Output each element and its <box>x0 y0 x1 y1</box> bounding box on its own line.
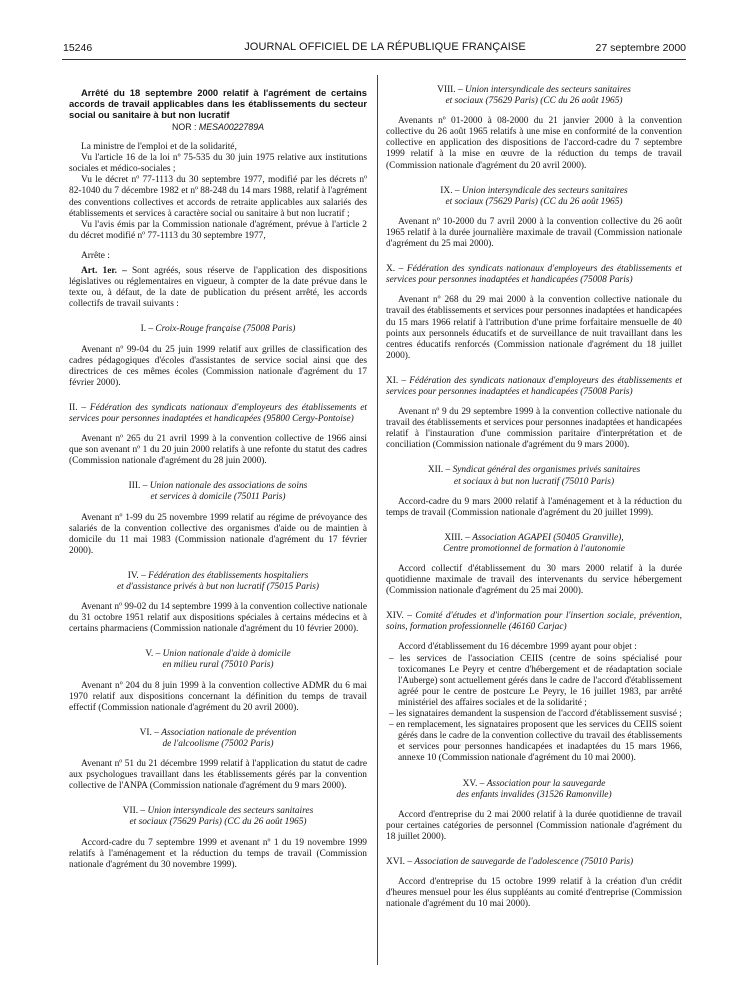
right-column <box>386 85 682 910</box>
section-organisation: Comité d'études et d'information pour l'insertion sociale, prévention, soins, formation professionnelle (46160 Carjac) <box>386 611 682 633</box>
section-heading <box>69 571 367 593</box>
section-number: X. – <box>386 264 404 275</box>
section-organisation: Fédération des syndicats nationaux d'employeurs des établissements et services pour personnes inadaptées et handicapées (95800 Cergy-Pontoise) <box>69 402 367 424</box>
section-organisation: Union intersyndicale des secteurs sanitaires <box>461 185 628 196</box>
section-heading <box>386 779 682 801</box>
decree-title: Arrêté du 18 septembre 2000 relatif à l'agrément de certains accords de travail applicables dans les établissements du secteur social ou sanitaire à but non lucratif <box>69 87 367 120</box>
section-organisation: Croix-Rouge française (75008 Paris) <box>155 324 296 335</box>
section-body: Avenant nº 10-2000 du 7 avril 2000 à la convention collective du 26 août 1965 relatif à la durée journalière maximale de travail (Commission nationale d'agrément du 25 mai 2000). <box>386 216 682 250</box>
section-number: XIV. – <box>386 611 412 622</box>
section-organisation: et d'assistance privés à but non lucratif (75015 Paris) <box>117 582 319 592</box>
section-organisation: Fédération des syndicats nationaux d'employeurs des établissements et services pour personnes inadaptées et handicapées (75008 Paris) <box>386 264 682 286</box>
left-sections <box>69 310 367 870</box>
section-number: VII. – <box>122 806 146 817</box>
page-header <box>0 0 748 64</box>
section-organisation: Association AGAPEI (50405 Granville), <box>472 532 624 543</box>
section-number: XI. – <box>386 375 407 386</box>
section-organisation: Centre promotionnel de formation à l'autonomie <box>443 543 625 554</box>
section-number: IX. – <box>440 185 460 196</box>
page-number: 15246 <box>63 42 93 54</box>
dash-item-text: les services de l'association CEIIS (centre de soins spécialisé pour toxicomanes Le Peyry et centre d'hébergement et de réadaptation sociale l'Auberge) sont actuellement gérés dans le cadre de l'accord d'établissement agréé pour le centre de postcure Le Peyry, le 16 juillet 1983, par arrêté ministériel des affaires sociales et de la solidarité ; <box>398 653 682 708</box>
section-heading <box>386 85 682 107</box>
section-organisation: Syndicat général des organismes privés sanitaires <box>452 465 641 476</box>
minister-line: La ministre de l'emploi et de la solidarité, <box>81 142 237 153</box>
section-body: Avenants nº 01-2000 à 08-2000 du 21 janvier 2000 à la convention collective du 26 août 1965 relatifs à une mise en conformité de la convention collective en application des dispositions de l'accord-cadre du 7 septembre 1999 relatif à la mise en œuvre de la réduction du temps de travail (Commission nationale d'agrément du 20 avril 2000). <box>386 116 682 171</box>
section-number: XVI. – <box>386 856 413 867</box>
section-heading <box>69 649 367 671</box>
section-organisation: Union nationale des associations de soins <box>149 481 308 492</box>
article-1-text: Sont agréés, sous réserve de l'application des dispositions législatives ou réglementaires en vigueur, à compter de la date prévue dans le texte ou, à défaut, de la date de publication du présent arrêté, les accords collectifs de travail suivants : <box>69 266 368 310</box>
issue-date: 27 septembre 2000 <box>595 42 686 54</box>
section-body: Accord-cadre du 9 mars 2000 relatif à l'aménagement et à la réduction du temps de travail (Commission nationale d'agrément du 20 juillet 1999). <box>386 496 682 518</box>
dash-item-text: les signataires demandent la suspension de l'accord d'établissement susvisé ; <box>396 709 682 720</box>
section-body: Avenant nº 1-99 du 25 novembre 1999 relatif au régime de prévoyance des salariés de la convention collective des organismes d'aide ou de maintien à domicile du 11 mai 1983 (Commission nationale d'agrément du 17 février 2000). <box>69 512 367 556</box>
section-heading <box>69 324 367 335</box>
section-heading <box>386 186 682 208</box>
section-organisation: de l'alcoolisme (75002 Paris) <box>162 738 274 749</box>
section-organisation: Fédération des établissements hospitaliers <box>148 570 309 581</box>
section-heading <box>386 376 682 398</box>
section-body: Accord-cadre du 7 septembre 1999 et avenant nº 1 du 19 novembre 1999 relatifs à l'aménagement et la réduction du temps de travail (Commission nationale d'agrément du 30 novembre 1999). <box>69 837 367 870</box>
section-organisation: en milieu rural (75010 Paris) <box>162 660 274 671</box>
section-number: XIII. – <box>444 532 470 543</box>
section-organisation: des enfants invalides (31526 Ramonville) <box>456 789 612 800</box>
section-number: V. – <box>145 649 161 660</box>
left-column <box>69 87 367 871</box>
section-organisation: Association pour la sauvegarde <box>486 778 606 789</box>
section-organisation: Association de sauvegarde de l'adolescence (75010 Paris) <box>414 856 634 867</box>
section-organisation: et sociaux (75629 Paris) (CC du 26 août 1965) <box>445 196 623 207</box>
dash-item: – en remplacement, les signataires proposent que les services du CEIIS soient gérés dans le cadre de la convention collective du travail des établissements et services pour personnes handicapées et inadaptées du 15 mars 1966, annexe 10 (Commission nationale d'agrément du 10 mai 2000). <box>389 720 683 764</box>
vu-paragraph: Vu l'avis émis par la Commission nationale d'agrément, prévue à l'article 2 du décret modifié nº 77-1113 du 30 septembre 1977, <box>69 219 367 241</box>
section-body: Accord d'entreprise du 15 octobre 1999 relatif à la création d'un crédit d'heures mensuel pour les élus suppléants au comité d'entreprise (Commission nationale d'agrément du 10 mai 2000). <box>386 877 682 910</box>
section-body: Accord collectif d'établissement du 30 mars 2000 relatif à la durée quotidienne maximale de travail des intervenants du service hébergement (Commission nationale d'agrément du 25 mai 2000). <box>386 564 682 597</box>
nor-label: NOR : <box>172 122 197 132</box>
section-number: IV. – <box>127 570 146 581</box>
dash-item: – les services de l'association CEIIS (centre de soins spécialisé pour toxicomanes Le Peyry et centre d'hébergement et de réadaptation sociale l'Auberge) sont actuellement gérés dans le cadre de l'accord d'établissement agréé pour le centre de postcure Le Peyry, le 16 juillet 1983, par arrêté ministériel des affaires sociales et de la solidarité ; <box>389 653 682 708</box>
section-body: Accord d'entreprise du 2 mai 2000 relatif à la durée quotidienne de travail pour certaines catégories de personnel (Commission nationale d'agrément du 18 juillet 2000). <box>386 809 682 842</box>
section-heading <box>386 264 682 286</box>
section-body: Avenant nº 9 du 29 septembre 1999 à la convention collective nationale du travail des établissements et services pour personnes inadaptées et handicapées relatif à l'instauration d'une commission paritaire d'interprétation et de conciliation (Commission nationale d'agrément du 9 mars 2000). <box>386 407 682 451</box>
header-rule <box>62 59 686 60</box>
section-body: Avenant nº 99-02 du 14 septembre 1999 à la convention collective nationale du 31 octobre 1951 relatif aux dispositions spéciales à certains médecins et à certains pharmaciens (Commission nationale d'agrément du 10 février 2000). <box>69 602 367 635</box>
section-organisation: et sociaux (75629 Paris) (CC du 26 août 1965) <box>129 817 307 828</box>
section-number: II. – <box>69 402 87 413</box>
section-heading <box>69 481 367 503</box>
section-heading <box>69 728 367 750</box>
section-organisation: Fédération des syndicats nationaux d'employeurs des établissements et services pour personnes inadaptées et handicapées (75008 Paris) <box>386 375 682 397</box>
arrete-line: Arrête : <box>81 250 110 261</box>
section-heading <box>69 806 367 828</box>
section-number: XII. – <box>427 465 451 476</box>
section-body: Avenant nº 268 du 29 mai 2000 à la convention collective nationale du travail des établissements et services pour personnes inadaptées et handicapées du 15 mars 1966 relatif à l'attribution d'une prime forfaitaire mensuelle de 40 points aux personnels éducatifs et de surveillance de nuit travaillant dans les centres éducatifs renforcés (Commission nationale d'agrément du 18 juillet 2000). <box>386 295 682 361</box>
section-heading <box>386 857 682 868</box>
section-number: III. – <box>128 481 148 492</box>
section-organisation: Union intersyndicale des secteurs sanitaires <box>147 806 314 817</box>
dash-item: – les signataires demandent la suspension de l'accord d'établissement susvisé ; <box>389 709 682 720</box>
article-1-label: Art. 1er. – <box>81 266 127 277</box>
section-organisation: et services à domicile (75011 Paris) <box>150 492 286 503</box>
right-sections <box>386 85 682 910</box>
column-divider <box>377 75 378 965</box>
section-organisation: Union intersyndicale des secteurs sanitaires <box>465 85 631 95</box>
journal-title: JOURNAL OFFICIEL DE LA RÉPUBLIQUE FRANÇAISE <box>244 41 526 53</box>
section-organisation: Association nationale de prévention <box>161 727 297 738</box>
vu-paragraph: Vu l'article 16 de la loi nº 75-535 du 30 juin 1975 relative aux institutions sociales et médico-sociales ; <box>69 153 367 175</box>
section-heading <box>69 403 367 425</box>
dash-item-text: en remplacement, les signataires proposent que les services du CEIIS soient gérés dans le cadre de la convention collective du travail des établissements et services pour personnes handicapées et inadaptées du 15 mars 1966, annexe 10 (Commission nationale d'agrément du 10 mai 2000). <box>396 720 683 764</box>
section-organisation: Union nationale d'aide à domicile <box>162 649 291 660</box>
section-number: I. – <box>140 324 154 335</box>
section-number: XV. – <box>462 778 485 789</box>
vu-paragraph: Vu le décret nº 77-1113 du 30 septembre 1977, modifié par les décrets nº 82-1040 du 7 décembre 1982 et nº 88-248 du 14 mars 1988, relatif à l'agrément des conventions collectives et accords de retraite applicables aux salariés des établissements et services à caractère social ou sanitaire à but non lucratif ; <box>69 175 368 219</box>
article-1 <box>69 266 367 310</box>
nor-reference <box>69 122 367 133</box>
section-body: Avenant nº 265 du 21 avril 1999 à la convention collective de 1966 ainsi que son avenant nº 1 du 20 juin 2000 relatifs à une refonte du statut des cadres (Commission nationale d'agrément du 28 juin 2000). <box>69 434 367 467</box>
section-heading <box>386 533 682 555</box>
section-heading <box>386 465 682 487</box>
section-body: Avenant nº 204 du 8 juin 1999 à la convention collective ADMR du 6 mai 1970 relatif aux dispositions concernant la définition du temps de travail effectif (Commission nationale d'agrément du 20 avril 2000). <box>69 680 367 713</box>
section-body: Accord d'établissement du 16 décembre 1999 ayant pour objet : <box>398 642 637 653</box>
section-body: Avenant nº 99-04 du 25 juin 1999 relatif aux grilles de classification des cadres pédagogiques d'écoles d'assistantes de service social ainsi que des directrices de ces mêmes écoles (Commission nationale d'agrément du 17 février 2000). <box>69 344 367 388</box>
section-number: VI. – <box>139 727 159 738</box>
section-body: Avenant nº 51 du 21 décembre 1999 relatif à l'application du statut de cadre aux psychologues travaillant dans les établissements gérés par la convention collective de l'ANPA (Commission nationale d'agrément du 9 mars 2000). <box>69 759 367 792</box>
section-organisation: et sociaux (75629 Paris) (CC du 26 août 1965) <box>445 96 623 107</box>
nor-value: MESA0022789A <box>198 122 264 132</box>
section-heading <box>386 611 682 633</box>
section-organisation: et sociaux à but non lucratif (75010 Paris) <box>453 476 615 487</box>
section-number: VIII. – <box>437 85 463 95</box>
